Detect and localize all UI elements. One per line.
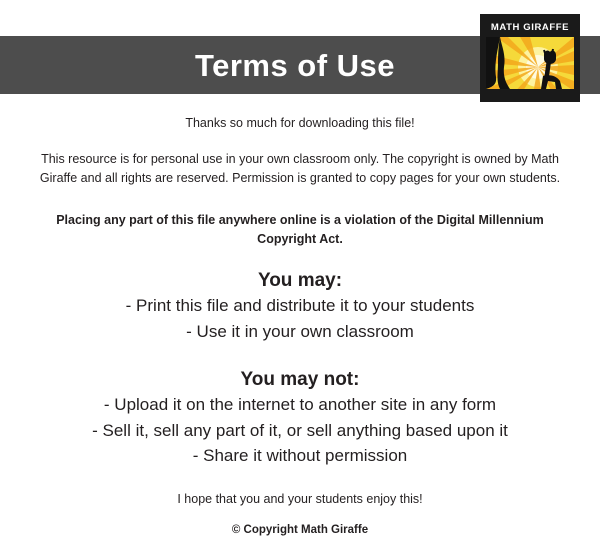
page-title: Terms of Use (194, 47, 396, 83)
you-may-item: - Print this file and distribute it to your students (125, 296, 475, 316)
resource-paragraph: This resource is for personal use in your own classroom only. The copyright is owned by Math Giraffe and all rights are reserved. Permission is granted to copy pages for your own students. (39, 152, 561, 186)
copyright-line: © Copyright Math Giraffe (231, 523, 369, 536)
logo-inner (482, 16, 578, 100)
thanks-line: Thanks so much for downloading this file! (185, 116, 415, 130)
warning-paragraph: Placing any part of this file anywhere online is a violation of the Digital Millennium Copyright Act. (56, 212, 544, 246)
giraffe-sunset-illustration (486, 37, 574, 99)
document-body (0, 108, 600, 536)
you-may-not-item: - Share it without permission (192, 446, 408, 466)
you-may-not-heading: You may not: (240, 369, 360, 391)
you-may-not-item: - Upload it on the internet to another site in any form (103, 395, 497, 415)
you-may-heading: You may: (257, 270, 343, 292)
logo-wordmark: MATH GIRAFFE (490, 22, 570, 33)
you-may-item: - Use it in your own classroom (186, 321, 414, 341)
you-may-not-item: - Sell it, sell any part of it, or sell anything based upon it (92, 420, 508, 440)
hope-line: I hope that you and your students enjoy this! (177, 491, 423, 506)
math-giraffe-logo (480, 14, 580, 102)
